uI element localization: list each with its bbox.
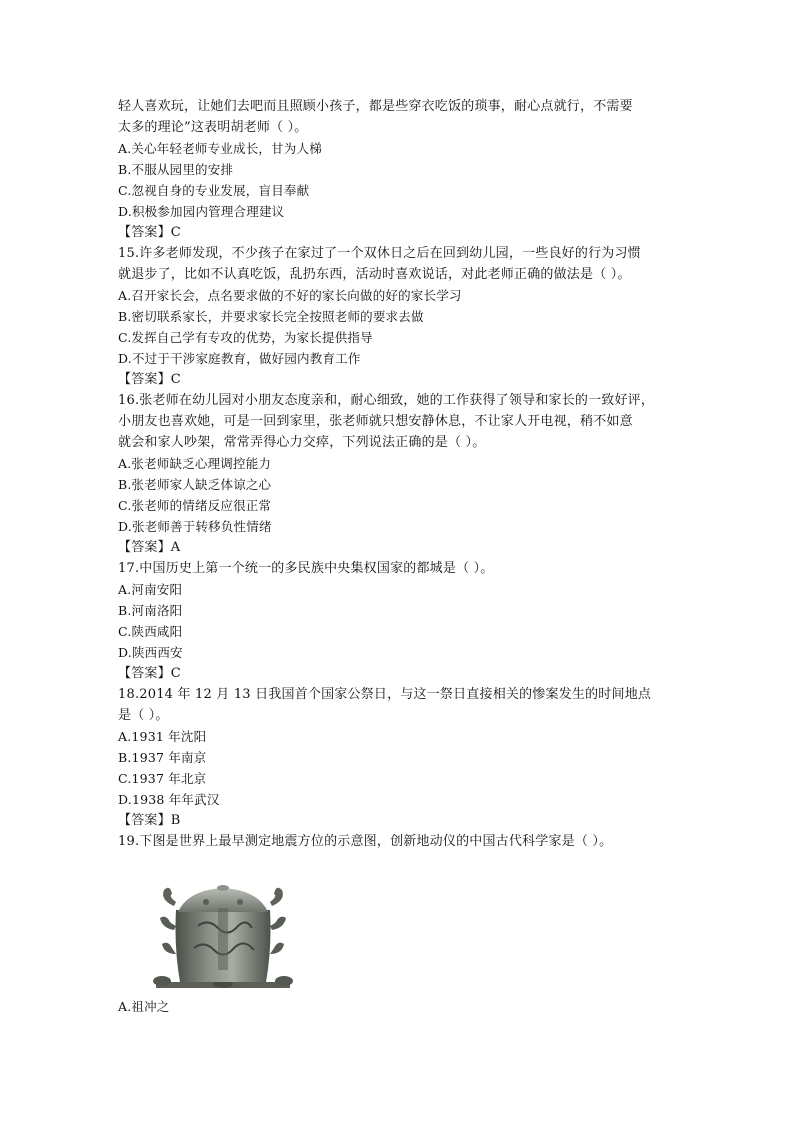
q17-option-c: C.陕西咸阳	[118, 624, 183, 639]
q18-stem-line-2: 是（ ）。	[118, 708, 169, 723]
q18-option-c: C.1937 年北京	[118, 771, 207, 786]
q16-stem-line-3: 就会和家人吵架，常常弄得心力交瘁，下列说法正确的是（ ）。	[118, 435, 486, 450]
q16-option-b: B.张老师家人缺乏体谅之心	[118, 477, 272, 492]
q16-stem-line-1: 16.张老师在幼儿园对小朋友态度亲和，耐心细致，她的工作获得了领导和家长的一致好评，	[118, 393, 655, 408]
seismoscope-icon	[148, 878, 298, 990]
q17-option-d: D.陕西西安	[118, 645, 183, 660]
q15-stem-line-2: 就退步了，比如不认真吃饭，乱扔东西，活动时喜欢说话，对此老师正确的做法是（ ）。	[118, 267, 631, 282]
q18-option-b: B.1937 年南京	[118, 750, 207, 765]
q15-option-b: B.密切联系家长，并要求家长完全按照老师的要求去做	[118, 309, 424, 324]
q14-stem-line-2: 太多的理论”这表明胡老师（ ）。	[118, 120, 308, 135]
q14-option-b: B.不服从园里的安排	[118, 162, 234, 177]
q17-option-a: A.河南安阳	[118, 582, 183, 597]
document-content	[118, 96, 678, 1017]
q18-answer: 【答案】B	[118, 813, 181, 828]
q15-stem-line-1: 15.许多老师发现，不少孩子在家过了一个双休日之后在回到幼儿园，一些良好的行为习惯	[118, 246, 641, 261]
q17-option-b: B.河南洛阳	[118, 603, 183, 618]
q14-option-a: A.关心年轻老师专业成长，甘为人梯	[118, 141, 322, 156]
q17-stem-line-1: 17.中国历史上第一个统一的多民族中央集权国家的都城是（ ）。	[118, 561, 494, 576]
q19-stem-line-1: 19.下图是世界上最早测定地震方位的示意图，创新地动仪的中国古代科学家是（ ）。	[118, 834, 613, 849]
q16-option-c: C.张老师的情绪反应很正常	[118, 498, 272, 513]
q17-answer: 【答案】C	[118, 666, 181, 681]
q18-option-d: D.1938 年年武汉	[118, 792, 220, 807]
q16-option-a: A.张老师缺乏心理调控能力	[118, 456, 272, 471]
q14-option-c: C.忽视自身的专业发展，盲目奉献	[118, 183, 310, 198]
q14-option-d: D.积极参加园内管理合理建议	[118, 204, 285, 219]
q16-stem-line-2: 小朋友也喜欢她，可是一回到家里，张老师就只想安静休息，不让家人开电视，稍不如意	[118, 414, 633, 429]
q18-option-a: A.1931 年沈阳	[118, 729, 207, 744]
q14-answer: 【答案】C	[118, 225, 181, 240]
q16-option-d: D.张老师善于转移负性情绪	[118, 519, 272, 534]
q15-option-c: C.发挥自己学有专攻的优势，为家长提供指导	[118, 330, 373, 345]
q15-answer: 【答案】C	[118, 372, 181, 387]
q14-stem-line-1: 轻人喜欢玩，让她们去吧而且照顾小孩子，都是些穿衣吃饭的琐事，耐心点就行，不需要	[118, 99, 633, 114]
q15-option-a: A.召开家长会，点名要求做的不好的家长向做的好的家长学习	[118, 288, 462, 303]
q18-stem-line-1: 18.2014 年 12 月 13 日我国首个国家公祭日，与这一祭日直接相关的惨案发生的时间地点	[118, 687, 652, 702]
q16-answer: 【答案】A	[118, 540, 181, 555]
q15-option-d: D.不过于干涉家庭教育，做好园内教育工作	[118, 351, 361, 366]
q19-option-a: A.祖冲之	[118, 999, 170, 1014]
